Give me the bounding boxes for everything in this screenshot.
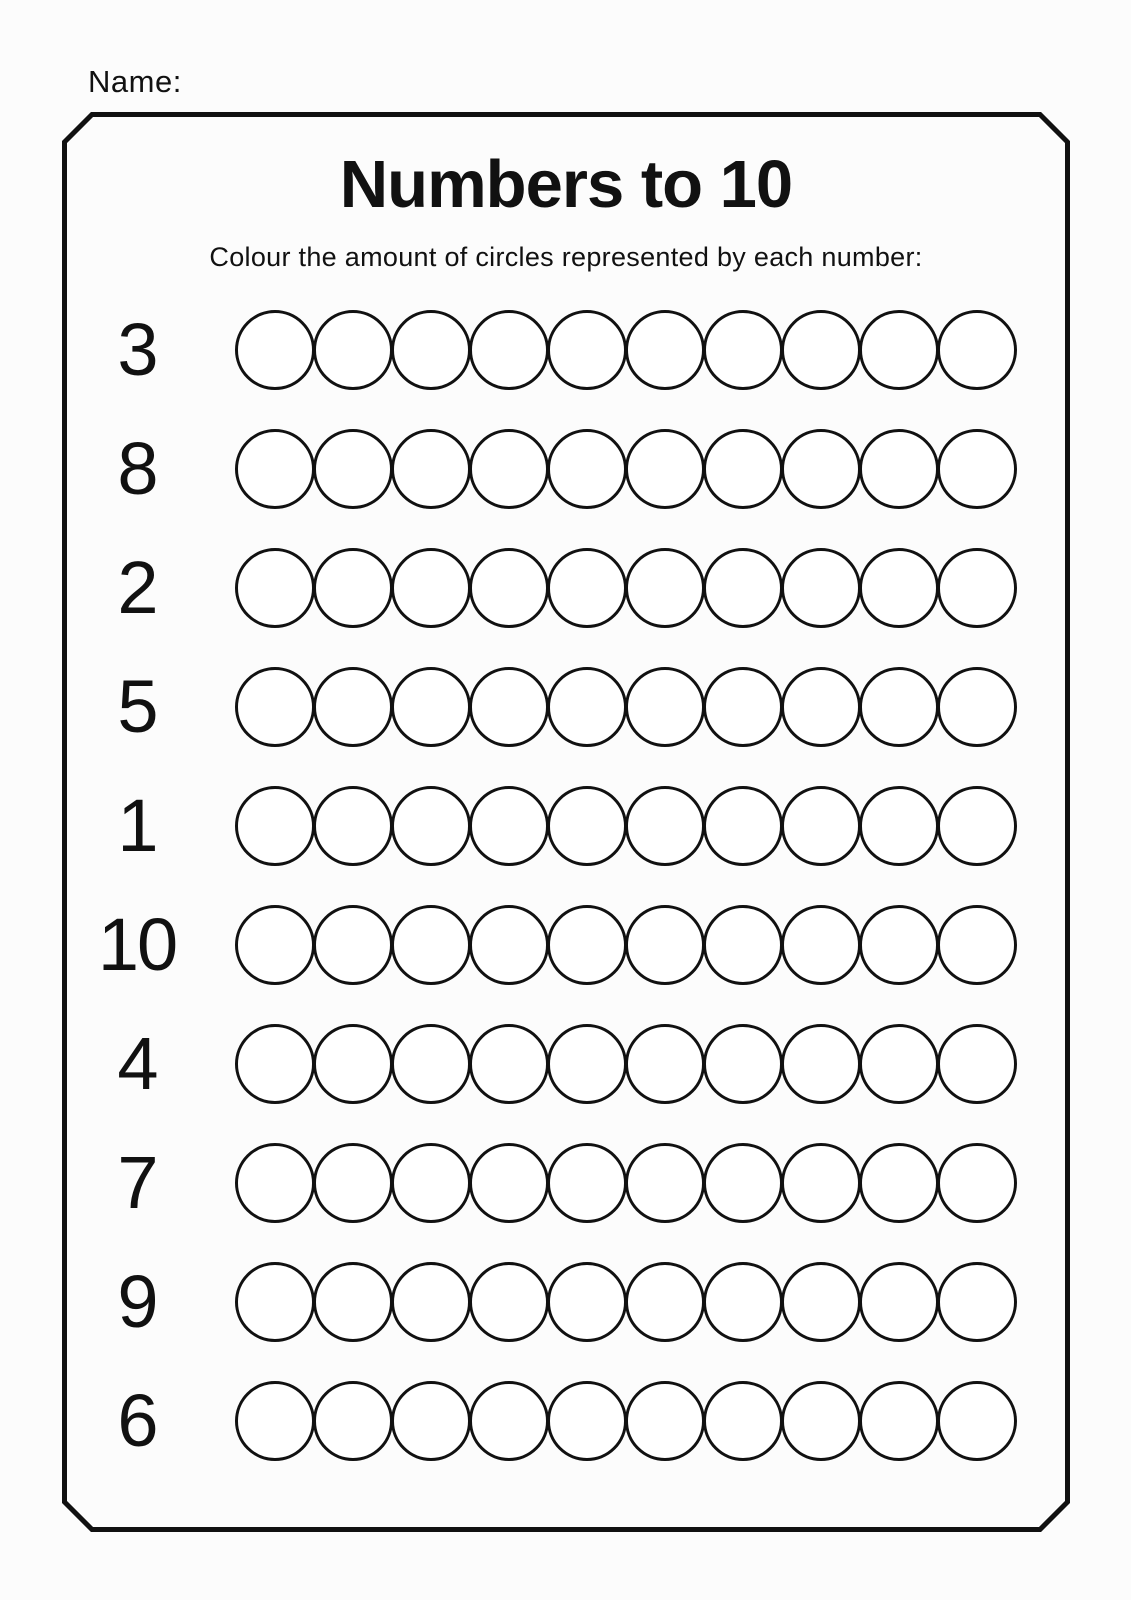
colour-circle[interactable]	[469, 548, 549, 628]
colour-circle[interactable]	[703, 905, 783, 985]
colour-circle[interactable]	[235, 667, 315, 747]
circle-row	[235, 310, 1015, 390]
colour-circle[interactable]	[313, 1381, 393, 1461]
colour-circle[interactable]	[469, 1381, 549, 1461]
colour-circle[interactable]	[703, 786, 783, 866]
colour-circle[interactable]	[625, 1262, 705, 1342]
circle-row	[235, 667, 1015, 747]
colour-circle[interactable]	[235, 1262, 315, 1342]
circle-row	[235, 905, 1015, 985]
colour-circle[interactable]	[391, 548, 471, 628]
page-title: Numbers to 10	[339, 147, 793, 222]
worksheet-row	[62, 1123, 1070, 1242]
colour-circle[interactable]	[625, 905, 705, 985]
colour-circle[interactable]	[937, 429, 1017, 509]
row-number-label: 1	[117, 783, 157, 867]
colour-circle[interactable]	[547, 786, 627, 866]
colour-circle[interactable]	[781, 1143, 861, 1223]
colour-circle[interactable]	[469, 667, 549, 747]
colour-circle[interactable]	[391, 667, 471, 747]
colour-circle[interactable]	[547, 667, 627, 747]
colour-circle[interactable]	[859, 786, 939, 866]
worksheet-frame	[62, 112, 1070, 1532]
colour-circle[interactable]	[859, 905, 939, 985]
colour-circle[interactable]	[547, 429, 627, 509]
colour-circle[interactable]	[547, 1024, 627, 1104]
row-number-label: 9	[117, 1259, 157, 1343]
worksheet-row	[62, 647, 1070, 766]
worksheet-row	[62, 290, 1070, 409]
row-number-label: 5	[117, 664, 157, 748]
colour-circle[interactable]	[313, 786, 393, 866]
colour-circle[interactable]	[625, 786, 705, 866]
instruction-text: Colour the amount of circles represented by each number:	[209, 242, 923, 272]
colour-circle[interactable]	[781, 667, 861, 747]
row-number-label: 7	[117, 1140, 157, 1224]
colour-circle[interactable]	[235, 1381, 315, 1461]
colour-circle[interactable]	[781, 1262, 861, 1342]
colour-circle[interactable]	[859, 1381, 939, 1461]
colour-circle[interactable]	[625, 1024, 705, 1104]
colour-circle[interactable]	[781, 429, 861, 509]
colour-circle[interactable]	[703, 548, 783, 628]
colour-circle[interactable]	[547, 310, 627, 390]
colour-circle[interactable]	[937, 1024, 1017, 1104]
colour-circle[interactable]	[547, 1262, 627, 1342]
colour-circle[interactable]	[781, 786, 861, 866]
circle-row	[235, 1143, 1015, 1223]
colour-circle[interactable]	[781, 1381, 861, 1461]
colour-circle[interactable]	[859, 1143, 939, 1223]
worksheet-row	[62, 1361, 1070, 1480]
colour-circle[interactable]	[391, 429, 471, 509]
colour-circle[interactable]	[703, 1381, 783, 1461]
colour-circle[interactable]	[235, 429, 315, 509]
colour-circle[interactable]	[859, 1024, 939, 1104]
circle-row	[235, 548, 1015, 628]
colour-circle[interactable]	[391, 1024, 471, 1104]
colour-circle[interactable]	[391, 786, 471, 866]
colour-circle[interactable]	[313, 1262, 393, 1342]
colour-circle[interactable]	[313, 1024, 393, 1104]
colour-circle[interactable]	[859, 429, 939, 509]
colour-circle[interactable]	[859, 548, 939, 628]
colour-circle[interactable]	[937, 548, 1017, 628]
colour-circle[interactable]	[469, 1024, 549, 1104]
colour-circle[interactable]	[547, 1143, 627, 1223]
colour-circle[interactable]	[625, 429, 705, 509]
colour-circle[interactable]	[703, 429, 783, 509]
colour-circle[interactable]	[625, 1381, 705, 1461]
colour-circle[interactable]	[625, 310, 705, 390]
circle-row	[235, 1024, 1015, 1104]
colour-circle[interactable]	[391, 905, 471, 985]
colour-circle[interactable]	[313, 429, 393, 509]
colour-circle[interactable]	[391, 1381, 471, 1461]
row-number-label: 10	[97, 902, 177, 986]
worksheet-row	[62, 528, 1070, 647]
colour-circle[interactable]	[703, 1143, 783, 1223]
colour-circle[interactable]	[391, 310, 471, 390]
colour-circle[interactable]	[391, 1262, 471, 1342]
circle-row	[235, 1262, 1015, 1342]
row-number-label: 6	[117, 1378, 157, 1462]
colour-circle[interactable]	[625, 667, 705, 747]
colour-circle[interactable]	[313, 310, 393, 390]
colour-circle[interactable]	[235, 786, 315, 866]
row-number-label: 3	[117, 307, 157, 391]
colour-circle[interactable]	[235, 905, 315, 985]
row-number-label: 4	[117, 1021, 157, 1105]
colour-circle[interactable]	[469, 310, 549, 390]
worksheet-row	[62, 885, 1070, 1004]
colour-circle[interactable]	[469, 1262, 549, 1342]
colour-circle[interactable]	[937, 667, 1017, 747]
colour-circle[interactable]	[703, 1262, 783, 1342]
colour-circle[interactable]	[781, 905, 861, 985]
colour-circle[interactable]	[469, 429, 549, 509]
circle-row	[235, 429, 1015, 509]
colour-circle[interactable]	[859, 310, 939, 390]
rows-container	[62, 290, 1070, 1480]
colour-circle[interactable]	[937, 310, 1017, 390]
colour-circle[interactable]	[235, 548, 315, 628]
colour-circle[interactable]	[703, 667, 783, 747]
colour-circle[interactable]	[937, 1143, 1017, 1223]
row-number-label: 2	[117, 545, 157, 629]
colour-circle[interactable]	[859, 1262, 939, 1342]
colour-circle[interactable]	[937, 1262, 1017, 1342]
circle-row	[235, 786, 1015, 866]
colour-circle[interactable]	[781, 310, 861, 390]
colour-circle[interactable]	[313, 548, 393, 628]
colour-circle[interactable]	[313, 667, 393, 747]
colour-circle[interactable]	[781, 548, 861, 628]
colour-circle[interactable]	[469, 1143, 549, 1223]
colour-circle[interactable]	[703, 310, 783, 390]
colour-circle[interactable]	[781, 1024, 861, 1104]
colour-circle[interactable]	[625, 548, 705, 628]
colour-circle[interactable]	[235, 1143, 315, 1223]
colour-circle[interactable]	[625, 1143, 705, 1223]
colour-circle[interactable]	[235, 310, 315, 390]
colour-circle[interactable]	[547, 905, 627, 985]
worksheet-row	[62, 1242, 1070, 1361]
colour-circle[interactable]	[859, 667, 939, 747]
colour-circle[interactable]	[937, 786, 1017, 866]
circle-row	[235, 1381, 1015, 1461]
worksheet-row	[62, 1004, 1070, 1123]
worksheet-row	[62, 766, 1070, 885]
row-number-label: 8	[117, 426, 157, 510]
colour-circle[interactable]	[313, 1143, 393, 1223]
worksheet-row	[62, 409, 1070, 528]
colour-circle[interactable]	[313, 905, 393, 985]
colour-circle[interactable]	[547, 1381, 627, 1461]
colour-circle[interactable]	[703, 1024, 783, 1104]
colour-circle[interactable]	[391, 1143, 471, 1223]
colour-circle[interactable]	[469, 786, 549, 866]
colour-circle[interactable]	[235, 1024, 315, 1104]
colour-circle[interactable]	[937, 905, 1017, 985]
name-label: Name:	[88, 64, 182, 99]
colour-circle[interactable]	[469, 905, 549, 985]
colour-circle[interactable]	[937, 1381, 1017, 1461]
colour-circle[interactable]	[547, 548, 627, 628]
